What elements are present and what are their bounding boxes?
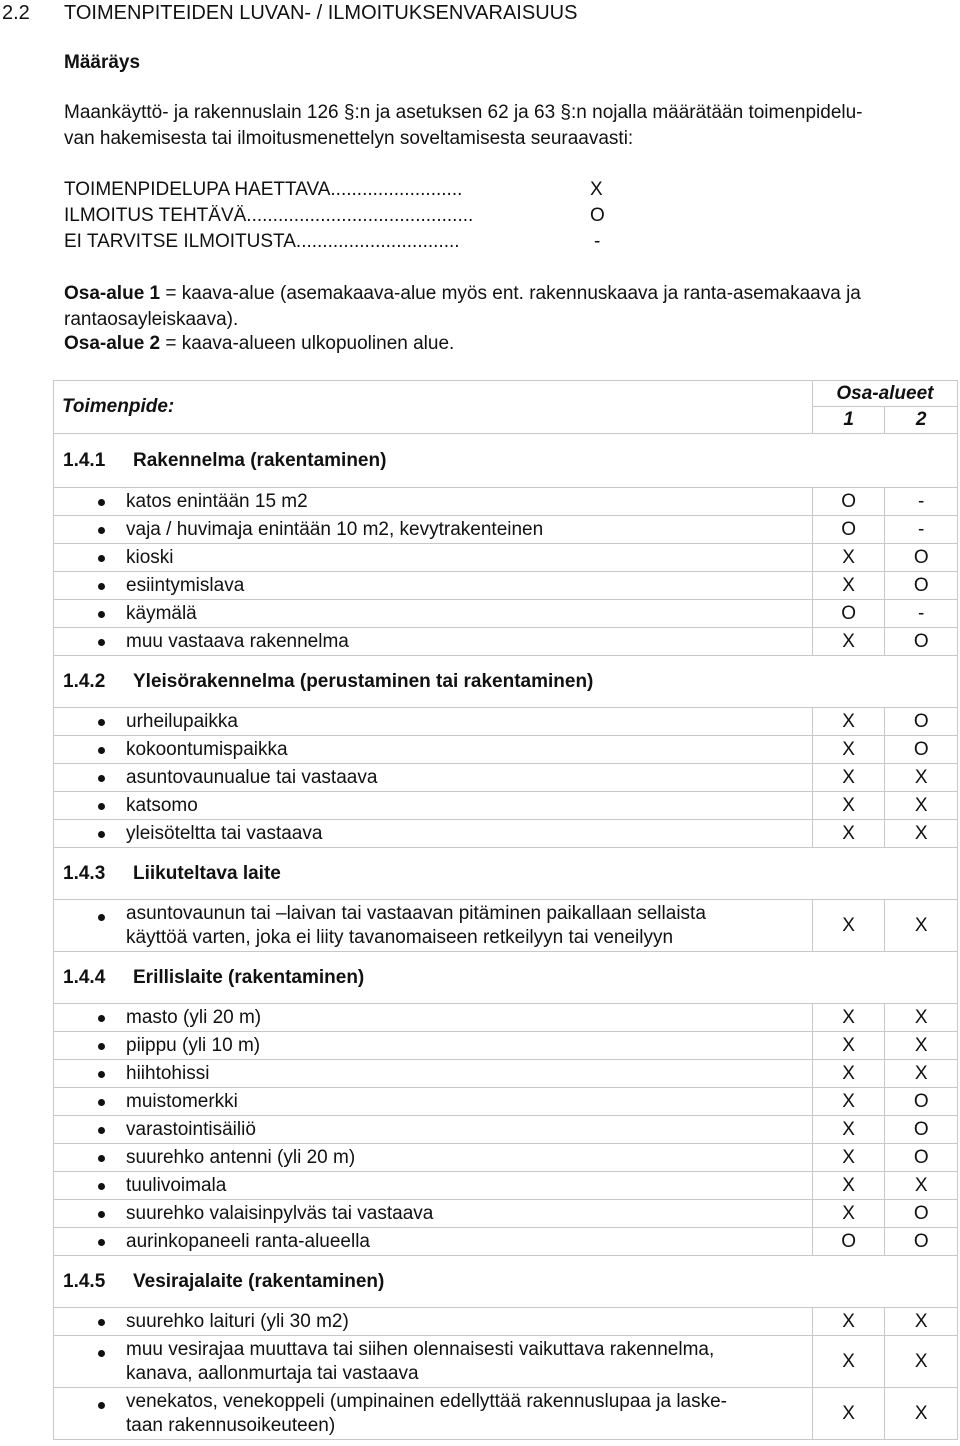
table-row <box>54 1144 958 1172</box>
row-description <box>54 1388 813 1440</box>
bullet-icon <box>98 1015 105 1022</box>
legend-symbol-x: X <box>590 179 603 200</box>
intro-line-1: Maankäyttö- ja rakennuslain 126 §:n ja asetuksen 62 ja 63 §:n nojalla määrätään toimenpidelu- <box>64 102 863 123</box>
bullet-icon <box>98 1239 105 1246</box>
table-row <box>54 572 958 600</box>
table-row <box>54 628 958 656</box>
row-text-line: urheilupaikka <box>126 710 238 732</box>
section-header-row <box>54 848 958 900</box>
table-row <box>54 792 958 820</box>
area-2-text: = kaava-alueen ulkopuolinen alue. <box>160 333 455 354</box>
row-text-line: asuntovaunualue tai vastaava <box>126 766 378 788</box>
area-2-value: O <box>885 1200 958 1228</box>
legend-symbol-o: O <box>590 205 605 226</box>
table-row <box>54 1116 958 1144</box>
area-2-value: X <box>885 900 958 952</box>
row-text-line: tuulivoimala <box>126 1174 227 1196</box>
intro-line-2: van hakemisesta tai ilmoitusmenettelyn soveltamisesta seuraavasti: <box>64 128 634 149</box>
row-description <box>54 736 813 764</box>
area-2-value: - <box>885 516 958 544</box>
row-text-line: muu vesirajaa muuttava tai siihen olennaisesti vaikuttava rakennelma, <box>126 1338 715 1360</box>
area-1-value: X <box>812 820 885 848</box>
bullet-icon <box>98 527 105 534</box>
table-row <box>54 736 958 764</box>
row-description <box>54 1116 813 1144</box>
row-text-line: kanava, aallonmurtaja tai vastaava <box>126 1362 419 1384</box>
table-row <box>54 600 958 628</box>
row-text-line: katos enintään 15 m2 <box>126 490 308 512</box>
table-row <box>54 488 958 516</box>
table-row <box>54 1228 958 1256</box>
section-title: Erillislaite (rakentaminen) <box>133 966 365 988</box>
area-2-value: X <box>885 1336 958 1388</box>
area-2-value: X <box>885 1172 958 1200</box>
row-description <box>54 1060 813 1088</box>
area-1-value: X <box>812 764 885 792</box>
area-2-value: O <box>885 1144 958 1172</box>
area-1-value: X <box>812 1308 885 1336</box>
osa-alueet-header: Osa-alueet <box>812 381 957 407</box>
table-row <box>54 1388 958 1440</box>
col-1-header: 1 <box>812 407 885 434</box>
table-row <box>54 1088 958 1116</box>
area-1-value: O <box>812 516 885 544</box>
row-description <box>54 488 813 516</box>
row-text-line: muistomerkki <box>126 1090 238 1112</box>
row-description <box>54 708 813 736</box>
area-2-definition <box>64 333 454 355</box>
bullet-icon <box>98 1127 105 1134</box>
row-text-line: suurehko antenni (yli 20 m) <box>126 1146 356 1168</box>
bullet-icon <box>98 499 105 506</box>
area-2-value: O <box>885 628 958 656</box>
row-description <box>54 1004 813 1032</box>
area-2-label: Osa-alue 2 <box>64 333 161 354</box>
row-description <box>54 1172 813 1200</box>
area-2-value: X <box>885 1004 958 1032</box>
section-number: 1.4.3 <box>63 862 106 884</box>
area-1-value: X <box>812 900 885 952</box>
table-row <box>54 1032 958 1060</box>
area-1-value: X <box>812 572 885 600</box>
section-number: 1.4.2 <box>63 670 106 692</box>
area-2-value: X <box>885 1032 958 1060</box>
area-1-value: X <box>812 1032 885 1060</box>
row-description <box>54 1144 813 1172</box>
area-1-value: X <box>812 1144 885 1172</box>
section-number: 1.4.1 <box>63 449 106 471</box>
area-2-value: O <box>885 544 958 572</box>
area-1-definition-cont: rantaosayleiskaava). <box>64 309 239 330</box>
table-row <box>54 516 958 544</box>
bullet-icon <box>98 1043 105 1050</box>
area-2-value: X <box>885 1308 958 1336</box>
section-title: Liikuteltava laite <box>133 862 281 884</box>
area-2-value: O <box>885 736 958 764</box>
toimenpide-header: Toimenpide: <box>54 381 813 434</box>
row-description <box>54 900 813 952</box>
section-header-row <box>54 952 958 1004</box>
table-row <box>54 1308 958 1336</box>
bullet-icon <box>98 1099 105 1106</box>
row-description <box>54 820 813 848</box>
area-2-value: X <box>885 764 958 792</box>
row-text-line: muu vastaava rakennelma <box>126 630 349 652</box>
bullet-icon <box>98 803 105 810</box>
row-description <box>54 1032 813 1060</box>
row-description <box>54 600 813 628</box>
table-row <box>54 764 958 792</box>
table-row <box>54 1004 958 1032</box>
row-text-line: vaja / huvimaja enintään 10 m2, kevytrakenteinen <box>126 518 544 540</box>
row-text-line: suurehko laituri (yli 30 m2) <box>126 1310 349 1332</box>
bullet-icon <box>98 1402 105 1409</box>
area-1-value: X <box>812 1116 885 1144</box>
bullet-icon <box>98 1071 105 1078</box>
area-1-value: O <box>812 488 885 516</box>
legend-symbol-dash: - <box>594 231 601 252</box>
row-description <box>54 1228 813 1256</box>
measures-table <box>53 380 958 1440</box>
area-1-value: O <box>812 600 885 628</box>
row-description <box>54 544 813 572</box>
area-1-value: X <box>812 628 885 656</box>
row-description <box>54 572 813 600</box>
table-row <box>54 900 958 952</box>
area-2-value: O <box>885 708 958 736</box>
section-header-row <box>54 434 958 488</box>
row-description <box>54 1336 813 1388</box>
bullet-icon <box>98 555 105 562</box>
row-text-line: aurinkopaneeli ranta-alueella <box>126 1230 371 1252</box>
row-text-line: hiihtohissi <box>126 1062 210 1084</box>
bullet-icon <box>98 1319 105 1326</box>
area-2-value: O <box>885 1116 958 1144</box>
area-1-value: X <box>812 544 885 572</box>
bullet-icon <box>98 1183 105 1190</box>
bullet-icon <box>98 639 105 646</box>
bullet-icon <box>98 719 105 726</box>
bullet-icon <box>98 747 105 754</box>
row-text-line: venekatos, venekoppeli (umpinainen edellyttää rakennuslupaa ja laske- <box>126 1390 727 1412</box>
table-row <box>54 708 958 736</box>
area-2-value: X <box>885 820 958 848</box>
row-text-line: käyttöä varten, joka ei liity tavanomaiseen retkeilyyn tai veneilyyn <box>126 926 674 948</box>
section-title: Vesirajalaite (rakentaminen) <box>133 1270 385 1292</box>
section-number: 1.4.4 <box>63 966 106 988</box>
area-1-value: X <box>812 1088 885 1116</box>
table-row <box>54 1200 958 1228</box>
legend-label-dash: EI TARVITSE ILMOITUSTA............................... <box>64 231 460 252</box>
table-row <box>54 544 958 572</box>
section-title: TOIMENPITEIDEN LUVAN- / ILMOITUKSENVARAISUUS <box>64 2 578 24</box>
area-2-value: - <box>885 488 958 516</box>
row-text-line: taan rakennusoikeuteen) <box>126 1414 336 1436</box>
row-text-line: esiintymislava <box>126 574 245 596</box>
area-2-value: O <box>885 1228 958 1256</box>
row-description <box>54 628 813 656</box>
area-1-value: O <box>812 1228 885 1256</box>
bullet-icon <box>98 914 105 921</box>
section-number: 2.2 <box>2 2 30 24</box>
row-description <box>54 1308 813 1336</box>
bullet-icon <box>98 775 105 782</box>
area-1-definition <box>64 283 861 305</box>
table-row <box>54 820 958 848</box>
row-text-line: suurehko valaisinpylväs tai vastaava <box>126 1202 434 1224</box>
table-row <box>54 1172 958 1200</box>
area-1-value: X <box>812 1388 885 1440</box>
row-text-line: yleisöteltta tai vastaava <box>126 822 323 844</box>
table-row <box>54 1060 958 1088</box>
area-1-value: X <box>812 1060 885 1088</box>
legend-label-x: TOIMENPIDELUPA HAETTAVA......................... <box>64 179 463 200</box>
col-2-header: 2 <box>885 407 958 434</box>
row-description <box>54 516 813 544</box>
row-text-line: piippu (yli 10 m) <box>126 1034 261 1056</box>
row-description <box>54 792 813 820</box>
section-title: Rakennelma (rakentaminen) <box>133 449 387 471</box>
bullet-icon <box>98 1155 105 1162</box>
area-2-value: - <box>885 600 958 628</box>
area-1-value: X <box>812 1200 885 1228</box>
area-1-label: Osa-alue 1 <box>64 283 161 304</box>
row-text-line: käymälä <box>126 602 197 624</box>
row-description <box>54 1088 813 1116</box>
row-text-line: kioski <box>126 546 174 568</box>
row-description <box>54 1200 813 1228</box>
row-text-line: katsomo <box>126 794 198 816</box>
row-text-line: varastointisäiliö <box>126 1118 256 1140</box>
bullet-icon <box>98 583 105 590</box>
table-row <box>54 1336 958 1388</box>
area-1-value: X <box>812 708 885 736</box>
maarays-heading: Määräys <box>64 52 141 73</box>
bullet-icon <box>98 611 105 618</box>
area-2-value: O <box>885 572 958 600</box>
section-number: 1.4.5 <box>63 1270 106 1292</box>
area-1-text: = kaava-alue (asemakaava-alue myös ent. rakennuskaava ja ranta-asemakaava ja <box>160 283 861 304</box>
row-text-line: masto (yli 20 m) <box>126 1006 262 1028</box>
section-header-row <box>54 1256 958 1308</box>
row-description <box>54 764 813 792</box>
table-header-row <box>54 381 958 407</box>
area-1-value: X <box>812 1172 885 1200</box>
area-1-value: X <box>812 1004 885 1032</box>
area-2-value: O <box>885 1088 958 1116</box>
legend-label-o: ILMOITUS TEHTÄVÄ........................................... <box>64 205 474 226</box>
area-1-value: X <box>812 792 885 820</box>
area-2-value: X <box>885 792 958 820</box>
area-2-value: X <box>885 1388 958 1440</box>
row-text-line: kokoontumispaikka <box>126 738 288 760</box>
area-1-value: X <box>812 736 885 764</box>
bullet-icon <box>98 1211 105 1218</box>
area-2-value: X <box>885 1060 958 1088</box>
bullet-icon <box>98 1350 105 1357</box>
bullet-icon <box>98 831 105 838</box>
row-text-line: asuntovaunun tai –laivan tai vastaavan pitäminen paikallaan sellaista <box>126 902 706 924</box>
area-1-value: X <box>812 1336 885 1388</box>
section-title: Yleisörakennelma (perustaminen tai rakentaminen) <box>133 670 594 692</box>
section-header-row <box>54 656 958 708</box>
